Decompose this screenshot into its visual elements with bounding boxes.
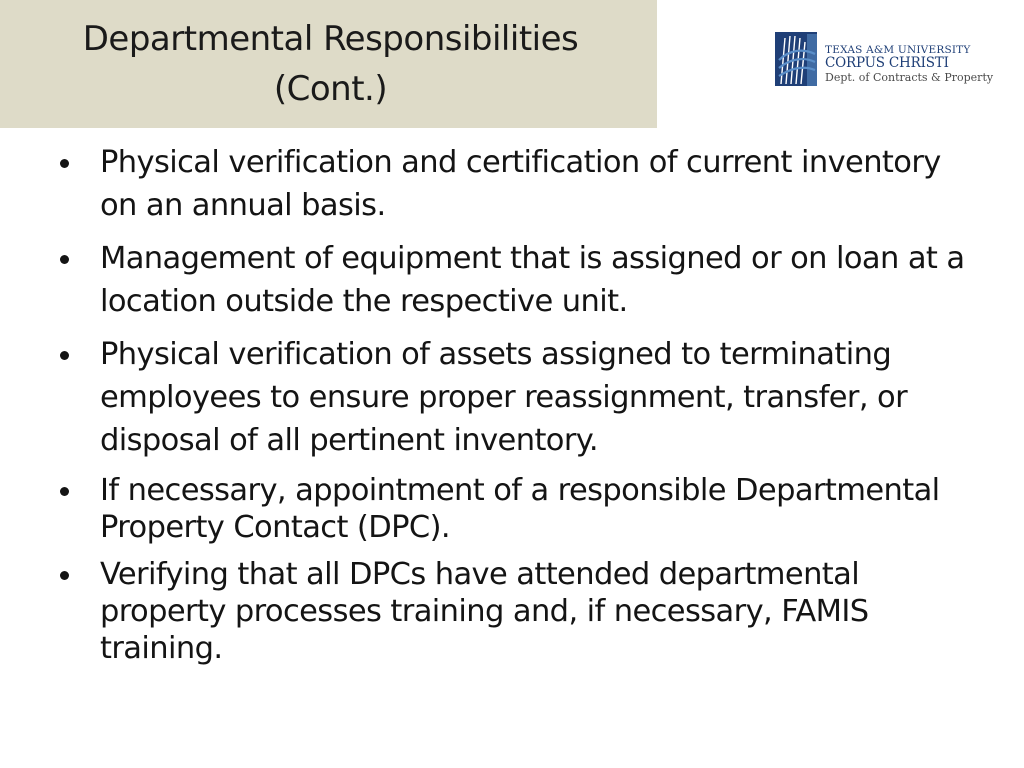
page-title: Departmental Responsibilities — [82, 19, 579, 59]
list-item-text: Physical verification and certification of current inventory on an annual basis. — [100, 145, 941, 223]
list-item-text: Management of equipment that is assigned or on loan at a location outside the respective unit. — [100, 241, 965, 319]
list-item — [56, 472, 986, 546]
bullet-icon — [60, 571, 69, 580]
page-title-continued: (Cont.) — [273, 69, 388, 109]
bullet-icon — [60, 487, 69, 496]
list-item-text: Verifying that all DPCs have attended departmental property processes training and, if necessary, FAMIS training. — [100, 557, 869, 666]
list-item-text: Physical verification of assets assigned to terminating employees to ensure proper reassignment, transfer, or disposal of all pertinent inventory. — [100, 337, 908, 458]
list-item — [56, 237, 986, 323]
bullet-icon — [60, 255, 69, 264]
university-logo-icon — [773, 30, 819, 88]
list-item — [56, 556, 986, 667]
list-item — [56, 333, 986, 462]
university-logo — [773, 30, 1003, 92]
list-item — [56, 141, 986, 227]
logo-campus-name: CORPUS CHRISTI — [825, 55, 949, 71]
logo-university-name: TEXAS A&M UNIVERSITY — [825, 44, 971, 56]
logo-wordmark — [825, 44, 1003, 85]
bullet-icon — [60, 159, 69, 168]
bullet-icon — [60, 351, 69, 360]
list-item-text: If necessary, appointment of a responsible Departmental Property Contact (DPC). — [100, 473, 940, 545]
logo-department-name: Dept. of Contracts & Property — [825, 71, 994, 84]
title-banner — [0, 0, 657, 128]
responsibilities-list — [56, 141, 986, 677]
